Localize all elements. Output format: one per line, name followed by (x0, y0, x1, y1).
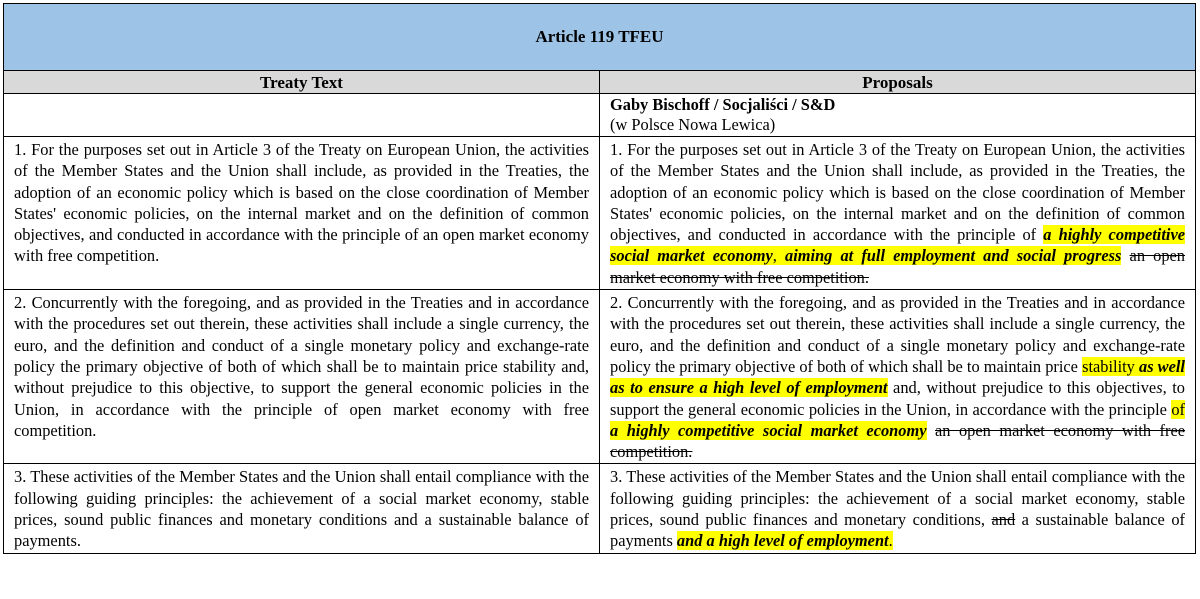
insertion: a highly competitive social market economy (610, 420, 927, 440)
insertion: and a high level of employment (676, 531, 889, 551)
text: , to support the general economic policies in the Union, in accordance with the principle (610, 378, 1186, 419)
text: 3. These activities of the Member States and the Union shall entail compliance with the following guiding principles: the achievement of a social market economy, stable prices, sound public finances and monetary conditions, (610, 467, 1185, 530)
proposal-paragraph-2 (600, 290, 1196, 464)
proposer-cell (600, 94, 1196, 137)
table-row (4, 464, 1196, 553)
text: a sustainable balance of payments (610, 510, 1185, 551)
deletion: an open market economy with free competition. (610, 420, 1186, 462)
text (1121, 246, 1129, 265)
text: and, without prejudice to this objective (887, 378, 1157, 398)
proposal-paragraph-3 (600, 464, 1196, 553)
text (927, 421, 936, 440)
proposer-note: (w Polsce Nowa Lewica) (610, 115, 776, 134)
deletion: and (991, 510, 1016, 530)
insertion: aiming at full employment and social progress (785, 246, 1122, 266)
header-proposals: Proposals (600, 71, 1196, 94)
highlight: of (1171, 399, 1185, 419)
comparison-table (3, 3, 1196, 554)
proposer-name: Gaby Bischoff / Socjaliści / S&D (610, 95, 836, 114)
proposal-paragraph-1 (600, 137, 1196, 290)
text: 2. Concurrently with the foregoing, and as provided in the Treaties and in accordance with the procedures set out therein, these activities shall include a single currency, the euro, and the definition and conduct of a single monetary policy and exchange-rate policy the primary objective of both of which shall be to maintain price (610, 293, 1185, 376)
table-row (4, 137, 1196, 290)
text: 1. For the purposes set out in Article 3 of the Treaty on European Union, the activities of the Member States and the Union shall include, as provided in the Treaties, the adoption of an economic policy which is based on the close coordination of Member States' economic policies, on the internal market and on the definition of common objectives, and conducted in accordance with the principle of (610, 140, 1185, 245)
empty-cell (4, 94, 600, 137)
inserted-letter: s (1156, 378, 1163, 398)
insertion: as well as to ensure a high level of employment (610, 356, 1185, 398)
table-row (4, 290, 1196, 464)
header-treaty-text: Treaty Text (4, 71, 600, 94)
article-title: Article 119 TFEU (4, 4, 1196, 71)
insertion-separator: , (772, 246, 786, 266)
highlight: stability (1082, 356, 1135, 376)
insertion-period: . (888, 531, 893, 551)
treaty-paragraph-1: 1. For the purposes set out in Article 3 of the Treaty on European Union, the activities of the Member States and the Union shall include, as provided in the Treaties, the adoption of an economic policy which is based on the close coordination of Member States' economic policies, on the internal market and on the definition of common objectives, and conducted in accordance with the principle of an open market economy with free competition. (4, 137, 600, 290)
treaty-paragraph-3: 3. These activities of the Member States and the Union shall entail compliance with the following guiding principles: the achievement of a social market economy, stable prices, sound public finances and monetary conditions and a sustainable balance of payments. (4, 464, 600, 553)
treaty-paragraph-2: 2. Concurrently with the foregoing, and as provided in the Treaties and in accordance with the procedures set out therein, these activities shall include a single currency, the euro, and the definition and conduct of a single monetary policy and exchange-rate policy the primary objective of both of which shall be to maintain price stability and, without prejudice to this objective, to support the general economic policies in the Union, in accordance with the principle of open market economy with free competition. (4, 290, 600, 464)
deletion: an open market economy with free competition. (610, 246, 1185, 287)
insertion: a highly competitive social market economy (610, 225, 1186, 266)
